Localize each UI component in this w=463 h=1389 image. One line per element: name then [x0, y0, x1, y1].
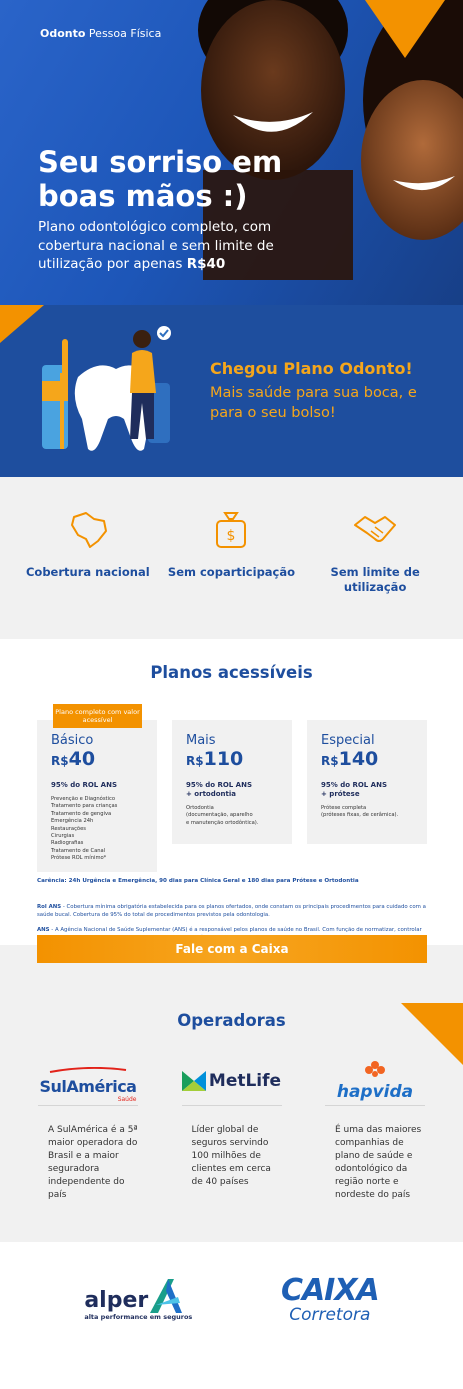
- alper-name: alper: [84, 1288, 149, 1313]
- band-title: Chegou Plano Odonto!: [210, 359, 413, 378]
- orange-corner-triangle: [365, 0, 445, 58]
- plan-card-especial[interactable]: [307, 720, 427, 844]
- hapvida-logo: [325, 1064, 425, 1106]
- plan-rol-extra: + ortodontia: [186, 790, 236, 798]
- plan-price: [321, 748, 413, 772]
- caixa-sub: Corretora: [289, 1305, 371, 1325]
- hero-subtitle: [38, 218, 288, 274]
- metlife-name: MetLife: [208, 1070, 282, 1091]
- alper-logo: [84, 1279, 192, 1321]
- hero-section: [0, 0, 463, 305]
- plan-item: Tratamento de Canal: [51, 847, 106, 854]
- svg-text:$: $: [227, 528, 236, 544]
- plan-item: (documentação, aparelho: [186, 812, 253, 819]
- benefit-coparticipacao: [166, 507, 296, 639]
- caixa-corretora-logo: [280, 1273, 379, 1325]
- footer: [0, 1242, 463, 1358]
- plan-badge: Plano completo com valor acessível: [53, 704, 142, 728]
- plan-items: [51, 796, 143, 863]
- operator-metlife: [182, 1064, 282, 1202]
- rol-note: [37, 903, 426, 919]
- plan-item: Radiografias: [51, 840, 84, 847]
- benefit-sem-limite: [310, 507, 440, 639]
- product-tag: [40, 27, 161, 40]
- orange-corner-triangle: [401, 1003, 463, 1065]
- ans-text: - A Agência Nacional de Saúde Suplementar (ANS) é a responsável pelos planos de saúde no Brasil. Com função de normatizar, controlar: [51, 927, 422, 933]
- carencia-note: Carência: 24h Urgência e Emergência, 90 dias para Clínica Geral e 180 dias para Prótese e Ortodontia: [37, 878, 359, 884]
- plan-rol: [321, 781, 413, 799]
- benefit-label: Sem limite de utilização: [330, 565, 420, 594]
- rol-text: - Cobertura mínima obrigatória estabelecida para os planos ofertados, onde constam os principais procedimentos para cuidado com a saúde bucal. Cobertura de 95% do total de procedimentos previstos pela odontologia.: [37, 904, 426, 918]
- plan-card-mais[interactable]: [172, 720, 292, 844]
- operator-hapvida: [325, 1064, 425, 1202]
- plan-currency: R$: [51, 754, 69, 768]
- plan-value: 110: [203, 748, 244, 770]
- plan-rol-extra: + prótese: [321, 790, 360, 798]
- plans-section: [0, 639, 463, 959]
- plan-cards: [0, 700, 463, 875]
- sulamerica-sub: Saúde: [117, 1096, 137, 1103]
- ans-label: ANS: [37, 927, 50, 933]
- handshake-icon: [353, 507, 397, 551]
- sulamerica-name: SulAmérica: [39, 1077, 137, 1096]
- plan-value: 140: [338, 748, 379, 770]
- operator-description: A SulAmérica é a 5ª maior operadora do Brasil e a maior seguradora independente do país: [48, 1125, 138, 1200]
- hero-subtitle-text: Plano odontológico completo, com cobertura nacional e sem limite de utilização por apenas: [38, 219, 274, 272]
- plan-rol-line: 95% do ROL ANS: [321, 781, 388, 789]
- product-tag-bold: Odonto: [40, 27, 86, 40]
- operators-list: [0, 1064, 463, 1202]
- plan-price: [186, 748, 278, 772]
- sulamerica-logo: [38, 1064, 138, 1106]
- plan-item: Prótese ROL mínimo*: [51, 855, 107, 862]
- plan-rol-line: 95% do ROL ANS: [186, 781, 253, 789]
- metlife-logo: [182, 1064, 282, 1106]
- plan-rol: 95% do ROL ANS: [51, 781, 118, 789]
- alper-tagline: alta performance em seguros: [84, 1313, 193, 1321]
- plan-rol: [186, 781, 278, 799]
- plan-item: Ortodontia: [186, 805, 214, 811]
- hero-price: R$40: [186, 256, 226, 272]
- plan-currency: R$: [186, 754, 204, 768]
- operators-section: [0, 942, 463, 1242]
- plan-name: Básico: [51, 733, 94, 748]
- plan-currency: R$: [321, 754, 339, 768]
- plan-items: [321, 805, 413, 820]
- operator-description: É uma das maiores companhias de plano de saúde e odontológico da região norte e nordeste do país: [335, 1125, 422, 1200]
- plan-name: Mais: [186, 733, 216, 748]
- product-tag-rest: Pessoa Física: [85, 27, 162, 40]
- plan-item: Tratamento de gengiva: [51, 810, 112, 817]
- sulamerica-swoosh-icon: [48, 1067, 128, 1073]
- plans-title: Planos acessíveis: [150, 663, 313, 682]
- brazil-map-icon: [66, 507, 110, 551]
- band-subtitle: Mais saúde para sua boca, e para o seu bolso!: [210, 385, 417, 421]
- rol-label: Rol ANS: [37, 904, 62, 910]
- caixa-name: CAIXA: [280, 1273, 379, 1308]
- plan-item: Restaurações: [51, 825, 86, 832]
- plan-item: Prótese completa: [321, 805, 367, 811]
- benefits-section: [0, 477, 463, 639]
- tooth-illustration-icon: [38, 323, 188, 458]
- alper-a-mark-icon: [148, 1279, 182, 1313]
- hapvida-name: hapvida: [336, 1081, 414, 1102]
- operators-title: Operadoras: [177, 1011, 286, 1030]
- metlife-mark-icon: [182, 1071, 206, 1091]
- plan-item: Prevenção e Diagnóstico: [51, 796, 116, 802]
- hero-title: Seu sorriso em boas mãos :): [38, 145, 283, 213]
- benefit-cobertura: [23, 507, 153, 639]
- plan-item: (próteses fixas, de cerâmica).: [321, 812, 399, 819]
- plan-item: Tratamento para crianças: [51, 803, 118, 810]
- fale-com-a-caixa-button[interactable]: Fale com a Caixa: [37, 935, 427, 963]
- plan-item: Cirurgias: [51, 833, 75, 840]
- plan-price: [51, 748, 143, 772]
- benefit-label: Sem coparticipação: [167, 565, 296, 579]
- hapvida-flower-icon: [364, 1060, 386, 1078]
- operator-sulamerica: [38, 1064, 138, 1202]
- plan-item: e manutenção ortodôntica).: [186, 819, 259, 826]
- plan-name: Especial: [321, 733, 375, 748]
- plan-items: [186, 805, 278, 827]
- benefit-label: Cobertura nacional: [25, 565, 150, 579]
- plan-card-basico[interactable]: [37, 720, 157, 872]
- money-bag-icon: [209, 507, 253, 551]
- operator-description: Líder global de seguros servindo 100 milhões de clientes em cerca de 40 países: [191, 1125, 271, 1187]
- plan-value: 40: [68, 748, 96, 770]
- plano-odonto-band: [0, 305, 463, 477]
- plan-item: Emergência 24h: [51, 818, 94, 825]
